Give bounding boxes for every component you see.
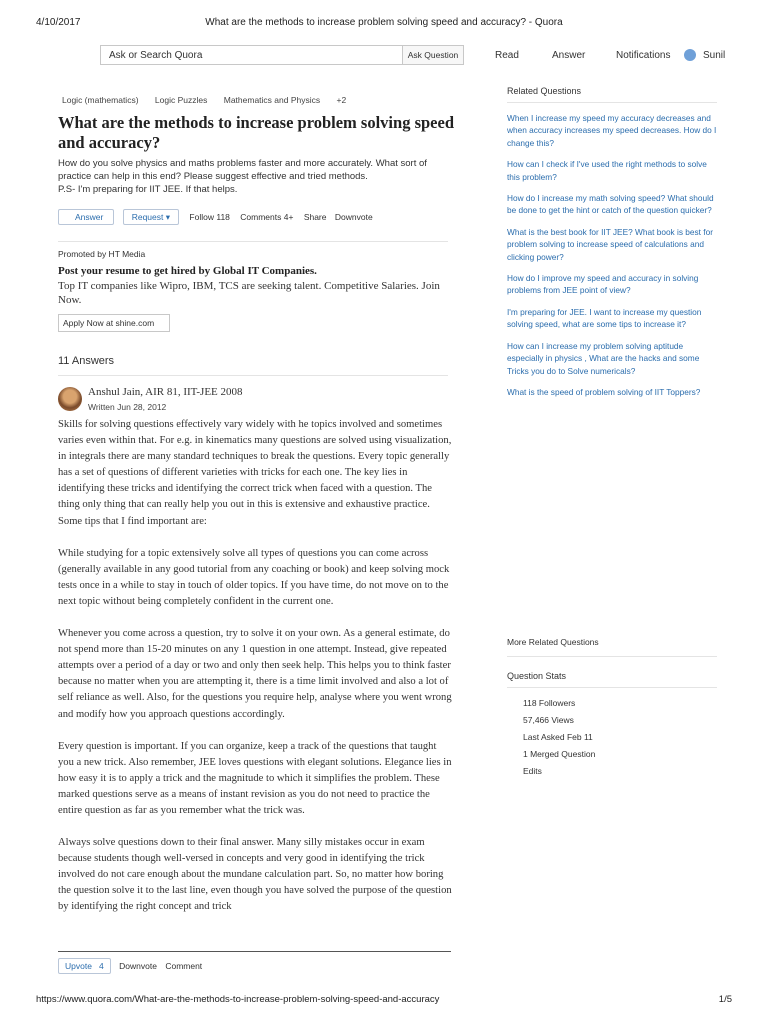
question-detail-text: P.S- I'm preparing for IIT JEE. If that helps.: [58, 184, 238, 195]
stat-edits[interactable]: Edits: [523, 766, 542, 776]
related-question-link[interactable]: How can I increase my problem solving aptitude especially in physics , What are the hacks and some Tricks you do to Solve numericals?: [507, 340, 700, 376]
ask-question-button[interactable]: Ask Question: [402, 45, 464, 65]
chevron-down-icon: ▾: [163, 212, 171, 222]
related-question-link[interactable]: What is the speed of problem solving of IIT Toppers?: [507, 386, 701, 397]
user-avatar-icon[interactable]: [684, 49, 696, 61]
author-avatar[interactable]: [58, 387, 82, 411]
nav-notifications[interactable]: Notifications: [616, 50, 671, 61]
comment-button[interactable]: Comment: [165, 961, 203, 971]
stat-merged[interactable]: 1 Merged Question: [523, 749, 596, 759]
answer-downvote-button[interactable]: Downvote: [119, 961, 157, 971]
related-questions-list: [507, 112, 717, 407]
print-title: What are the methods to increase problem solving speed and accuracy? - Quora: [205, 17, 563, 28]
stat-followers[interactable]: 118 Followers: [523, 698, 576, 708]
comments-button[interactable]: Comments 4+: [240, 212, 294, 222]
question-detail-text: How do you solve physics and maths problems faster and more accurately. What sort of practice can help in this end? Please suggest effective and tried methods.: [58, 158, 427, 182]
follow-count: 118: [216, 212, 230, 222]
topic-more[interactable]: +2: [336, 95, 347, 105]
author-name[interactable]: Anshul Jain, AIR 81, IIT-JEE 2008: [88, 386, 243, 398]
answer-body: [58, 417, 454, 932]
divider: [507, 102, 717, 103]
question-stats-heading: Question Stats: [507, 671, 567, 681]
divider: [58, 951, 451, 952]
answer-paragraph: Always solve questions down to their final answer. Many silly mistakes occur in exam because students though well-versed in concepts and very good in identifying the trick involved do not care enough about the mundane calculation part. So, no matter how boring the question solve it to the last line, even though you have solved the purpose of the question by identifying the right concept and trick: [58, 837, 452, 913]
upvote-button[interactable]: [58, 958, 111, 974]
divider: [58, 241, 448, 242]
related-question-link[interactable]: How do I increase my math solving speed? What should be done to get the hint or catch of the question quicker?: [507, 193, 714, 216]
related-question-link[interactable]: What is the best book for IIT JEE? What book is best for problem solving to increase speed of calculations and clicking power?: [507, 226, 713, 262]
request-button[interactable]: [123, 209, 179, 225]
answer-paragraph: Whenever you come across a question, try to solve it on your own. As a general estimate, do not spend more than 15-20 minutes on any 1 question in one attempt. Instead, give repeated attempts over a period of a day or two and only then seek help. This helps you to think faster because no matter when you are attempting it, there is a time limit involved and also a lot of self reliance as well. Also, for the questions you require help, analyse where you went wrong and modify how you approach questions accordingly.: [58, 628, 452, 720]
nav-user[interactable]: Sunil: [703, 50, 726, 61]
nav-answer[interactable]: Answer: [552, 50, 586, 61]
related-question-link[interactable]: How can I check if I've used the right methods to solve this problem?: [507, 159, 707, 182]
question-actions: [58, 209, 373, 227]
related-question-link[interactable]: When I increase my speed my accuracy decreases and when accuracy increases my speed decreases. How do I change this?: [507, 113, 717, 148]
print-url: https://www.quora.com/What-are-the-methods-to-increase-problem-solving-speed-and-accuracy: [36, 994, 440, 1005]
related-question-link[interactable]: I'm preparing for JEE. I want to increase my question solving speed, what are some tips to increase it?: [507, 306, 702, 330]
question-details: [58, 157, 458, 196]
question-stats: [523, 695, 595, 780]
answer-paragraph: Every question is important. If you can organize, keep a track of the questions that taught you a new trick. Also remember, JEE loves questions with elegant solutions. Elegance lies in how easy it is to apply a trick and the magnitude to which it simplifies the problem. These marked questions serve as a means of instant revision as you do not need to practice the entire question as far as you remember what the trick was.: [58, 740, 452, 816]
promo-text: Top IT companies like Wipro, IBM, TCS are seeking talent. Competitive Salaries. Join Now.: [58, 280, 440, 306]
downvote-button[interactable]: Downvote: [334, 212, 373, 222]
follow-button[interactable]: [189, 212, 230, 222]
search-input[interactable]: Ask or Search Quora: [100, 45, 402, 65]
topic-tag[interactable]: Logic Puzzles: [154, 95, 208, 105]
divider: [507, 687, 717, 688]
stat-last-asked: Last Asked Feb 11: [523, 732, 593, 742]
promo-title[interactable]: Post your resume to get hired by Global IT Companies.: [58, 265, 317, 277]
divider: [507, 656, 717, 657]
print-date: 4/10/2017: [36, 17, 81, 28]
nav-read[interactable]: Read: [495, 50, 519, 61]
upvote-count: 4: [99, 961, 104, 971]
answer-date[interactable]: Written Jun 28, 2012: [88, 402, 167, 412]
request-label: Request: [131, 212, 164, 222]
topic-list: [62, 95, 360, 105]
stat-views: 57,466 Views: [523, 715, 574, 725]
answer-paragraph: While studying for a topic extensively solve all types of questions you can come across (generally available in any good tutorial from any coaching or book) and keep solving mock tests once in a while to stay in touch of older topics. If you have time, do not move on to the next topic without being completely confident in the current one.: [58, 547, 450, 607]
promo-label: Promoted by HT Media: [58, 249, 146, 259]
answer-button[interactable]: Answer: [58, 209, 114, 225]
question-title: What are the methods to increase problem solving speed and accuracy?: [58, 113, 454, 152]
topic-tag[interactable]: Logic (mathematics): [62, 95, 139, 105]
answer-actions: [58, 958, 202, 974]
topic-tag[interactable]: Mathematics and Physics: [223, 95, 321, 105]
follow-label: Follow: [189, 212, 214, 222]
apply-now-button[interactable]: Apply Now at shine.com: [58, 314, 170, 332]
related-question-link[interactable]: How do I improve my speed and accuracy in solving problems from JEE point of view?: [507, 273, 699, 296]
more-related-link[interactable]: More Related Questions: [507, 637, 599, 647]
divider: [58, 375, 448, 376]
upvote-label: Upvote: [65, 961, 92, 971]
related-questions-heading: Related Questions: [507, 86, 582, 96]
answer-paragraph: Skills for solving questions effectively vary widely with he topics involved and sometimes varies even within that. For e.g. in kinematics many questions are solved using visualization, in integrals there are many standard techniques to break the questions. Every topic generally has a set of questions of different varieties with tricks for each one. The key lies in identifying these tricks and identifying the correct trick when faced with a question. The thing only thing that can really help you out in this is extensive and exhaustive practice. Some tips that I find important are:: [58, 419, 452, 527]
print-page-number: 1/5: [718, 994, 732, 1005]
share-button[interactable]: Share: [303, 212, 327, 222]
answers-count: 11 Answers: [58, 355, 115, 367]
